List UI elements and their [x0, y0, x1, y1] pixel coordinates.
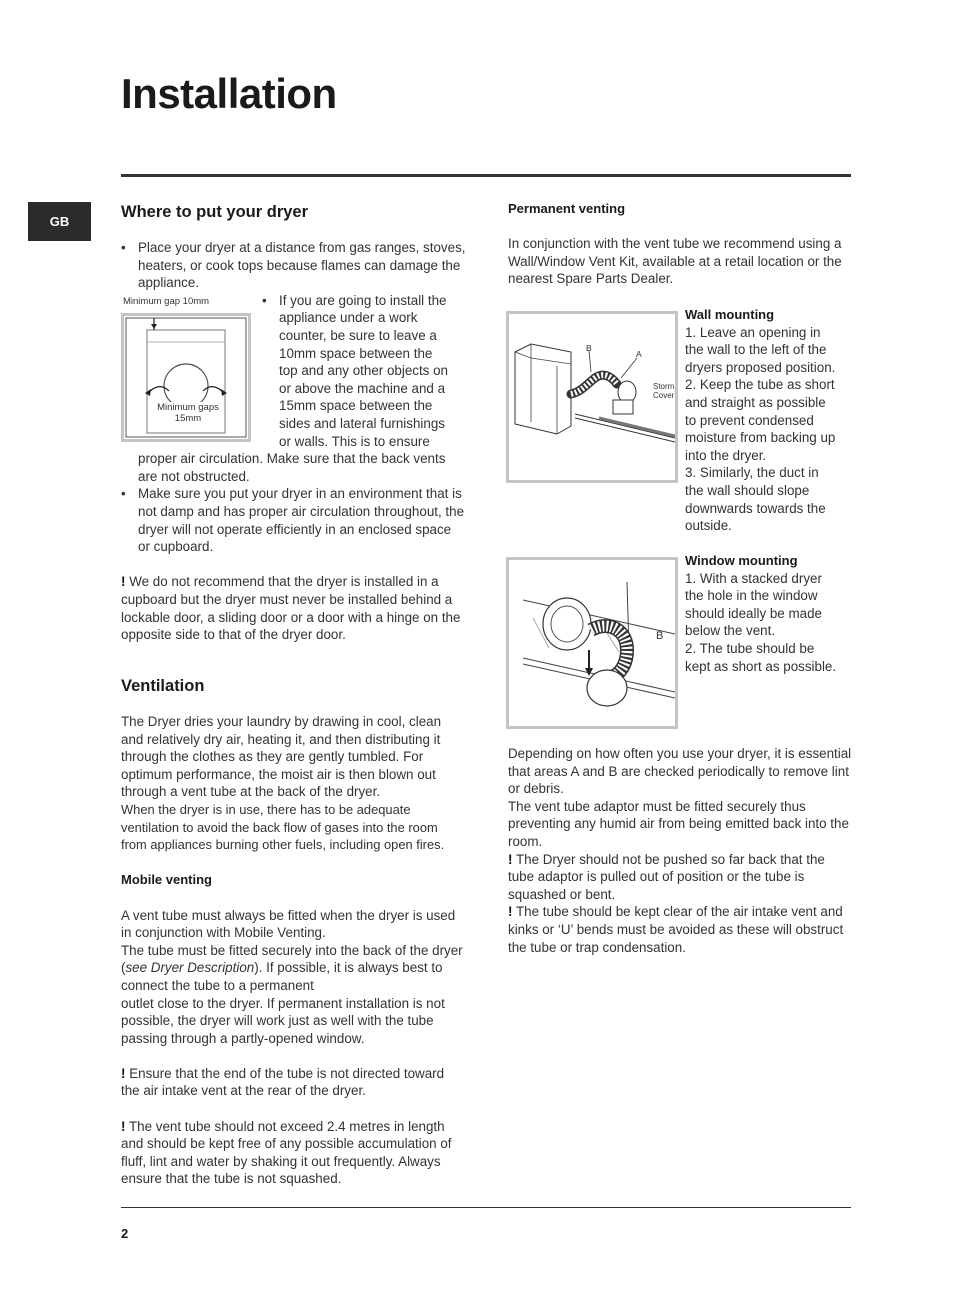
figure-label-line: Storm [653, 382, 675, 391]
wall-mounting-line: to prevent condensed [685, 412, 814, 428]
bullet-line: appliance under a work [279, 310, 418, 326]
wall-mounting-line: downwards towards the [685, 500, 826, 516]
mobile-venting-paragraph: outlet close to the dryer. If permanent installation is not possible, the dryer will work just as well with the tube passing through a partly-opened window. [121, 995, 445, 1046]
bullet-line: counter, be sure to leave a [279, 327, 437, 343]
warning-text: Ensure that the end of the tube is not directed toward the air intake vent at the rear of the dryer. [121, 1065, 445, 1099]
mobile-venting-paragraph [121, 942, 466, 995]
wall-mounting-line: moisture from backing up [685, 430, 836, 446]
page-title: Installation [121, 70, 337, 117]
bullet-line: sides and lateral furnishings [279, 415, 445, 431]
environment-list [121, 485, 466, 555]
wall-mounting-line: into the dryer. [685, 447, 767, 463]
bullet-line: If you are going to install the [279, 292, 447, 308]
wall-mounting-line: and straight as possible [685, 394, 826, 410]
header-rule [121, 174, 851, 177]
bullet-worktop [262, 292, 472, 450]
warning-icon: ! [121, 574, 126, 590]
bullet-dot: • [262, 292, 267, 308]
bullet-environment [121, 485, 466, 555]
warning-text: The Dryer should not be pushed so far back that the tube adaptor is pulled out of position or the tube is squashed or bent. [508, 851, 825, 902]
figure-label-line: 15mm [174, 413, 202, 424]
figure-label-side-gaps [152, 402, 224, 424]
bullet-line: or above the machine and a [279, 380, 446, 396]
wall-mounting-line: the wall to the left of the [685, 342, 827, 358]
warning-tube-end [121, 1065, 466, 1100]
language-tab: GB [28, 202, 91, 241]
wall-mounting-section [685, 306, 860, 535]
window-mounting-line: below the vent. [685, 623, 776, 639]
wall-mounting-heading: Wall mounting [685, 307, 775, 322]
ventilation-heading: Ventilation [121, 677, 205, 695]
figure-label-line: Minimum gaps [157, 402, 219, 413]
footer-rule [121, 1207, 851, 1208]
wall-mounting-figure [506, 311, 678, 483]
window-mounting-line: 1. With a stacked dryer [685, 570, 822, 586]
bullet-line: 15mm space between the [279, 398, 433, 414]
ventilation-paragraph: When the dryer is in use, there has to be adequate ventilation to avoid the back flow of gases into the room from appliances burning other fuels, including open fires. [121, 801, 445, 853]
maintenance-section [508, 745, 853, 956]
bullet-gas-ranges [121, 239, 466, 292]
window-mounting-line: 2. The tube should be [685, 640, 815, 656]
wall-mounting-line: 1. Leave an opening in [685, 324, 821, 340]
warning-icon: ! [508, 904, 513, 920]
placement-list [121, 239, 466, 292]
bullet-line: top and any other objects on [279, 363, 448, 379]
window-mounting-illustration [509, 560, 675, 726]
wall-mounting-line: 2. Keep the tube as short [685, 377, 835, 393]
mobile-venting-paragraph: A vent tube must always be fitted when the dryer is used in conjunction with Mobile Venting. [121, 907, 456, 941]
dryer-gap-figure [121, 313, 251, 442]
warning-cupboard [121, 573, 466, 643]
figure-label-b: B [586, 343, 592, 353]
wall-mounting-line: the wall should slope [685, 482, 810, 498]
permanent-venting-section [508, 200, 853, 288]
text-run-italic: see Dryer Description [125, 960, 255, 976]
maintenance-paragraph: The vent tube adaptor must be fitted securely thus preventing any humid air from being emitted back into the room. [508, 798, 849, 849]
warning-clear [508, 903, 853, 956]
figure-label-line: Cover [653, 391, 675, 400]
figure-label-a: A [636, 349, 642, 359]
ventilation-section [121, 676, 466, 1188]
figure-label-top-gap: Minimum gap 10mm [123, 296, 210, 307]
window-mounting-heading: Window mounting [685, 553, 798, 568]
warning-pushed [508, 851, 853, 904]
text-run: The tube must be fitted securely into the back of the dryer ( [121, 942, 463, 976]
warning-text: We do not recommend that the dryer is installed in a cupboard but the dryer must never be installed behind a lockable door, a sliding door or a door with a hinge on the opposite side to that of the dryer door. [121, 574, 461, 643]
window-mounting-section [685, 552, 860, 675]
warning-tube-length [121, 1118, 466, 1188]
wall-mounting-illustration [509, 314, 675, 480]
window-mounting-line: should ideally be made [685, 605, 822, 621]
warning-icon: ! [121, 1065, 126, 1081]
permanent-venting-paragraph: In conjunction with the vent tube we recommend using a Wall/Window Vent Kit, available at a retail location or the nearest Spare Parts Dealer. [508, 236, 842, 287]
mobile-venting-heading: Mobile venting [121, 872, 212, 888]
permanent-venting-heading: Permanent venting [508, 201, 626, 216]
bullet-line: or walls. This is to ensure [279, 433, 430, 449]
page-number: 2 [121, 1226, 129, 1241]
window-mounting-figure [506, 557, 678, 729]
wall-mounting-line: 3. Similarly, the duct in [685, 465, 819, 481]
warning-icon: ! [508, 851, 513, 867]
bullet-worktop-tail: proper air circulation. Make sure that the back vents are not obstructed. [138, 451, 446, 484]
bullet-line: 10mm space between the [279, 345, 433, 361]
wall-mounting-line: outside. [685, 518, 732, 534]
figure-label-b: B [656, 630, 664, 642]
warning-text: The vent tube should not exceed 2.4 metres in length and should be kept free of any possible accumulation of fluff, lint and water by shaking it out frequently. Always ensure that the tube is not squashed. [121, 1118, 452, 1187]
window-mounting-line: the hole in the window [685, 588, 818, 604]
warning-text: The tube should be kept clear of the air intake vent and kinks or ‘U’ bends must be avoided as these will obstruct the tube or trap condensation. [508, 904, 844, 955]
warning-icon: ! [121, 1118, 126, 1134]
ventilation-paragraph: The Dryer dries your laundry by drawing in cool, clean and relatively dry air, heating it, and then distributing it through the clothes as they are gently tumbled. For optimum performance, the moist air is then blown out through a vent tube at the back of the dryer. [121, 714, 442, 800]
text-run: ). If possible, it is always best to connect the tube to a permanent [121, 960, 443, 993]
bullet-text: Place your dryer at a distance from gas ranges, stoves, heaters, or cook tops because flames can damage the appliance. [138, 240, 466, 291]
bullet-text: Make sure you put your dryer in an environment that is not damp and has proper air circulation throughout, the dryer will not operate efficiently in an enclosed space or cupboard. [138, 486, 465, 555]
figure-label-storm-cover [653, 382, 674, 400]
maintenance-paragraph: Depending on how often you use your dryer, it is essential that areas A and B are checked periodically to remove lint or debris. [508, 746, 852, 797]
window-mounting-line: kept as short as possible. [685, 658, 837, 674]
where-heading: Where to put your dryer [121, 203, 309, 221]
wall-mounting-line: dryers proposed position. [685, 359, 836, 375]
